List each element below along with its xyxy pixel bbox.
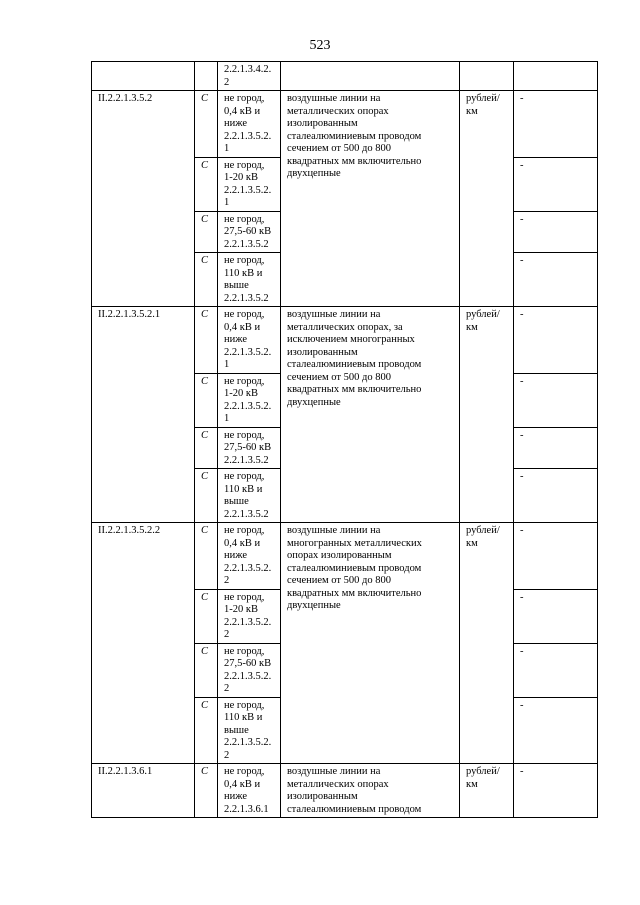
condition-line: 2.2.1.3.5.2.: [224, 184, 272, 196]
condition-line: 27,5-60 кВ: [224, 442, 272, 453]
description-cell: [281, 523, 460, 764]
condition-line: 2: [224, 683, 230, 694]
condition-line: 1-20 кВ: [224, 388, 258, 399]
condition-line: 0,4 кВ и: [224, 321, 261, 333]
description-line: двухцепные: [287, 396, 341, 408]
condition-line: не город,: [224, 591, 265, 603]
condition-line: 1-20 кВ: [224, 172, 258, 183]
letter-cell: C: [195, 373, 218, 427]
condition-line: не город,: [224, 159, 265, 171]
condition-line: 2.2.1.3.5.2.: [224, 670, 272, 682]
description-line: исключением многогранных: [287, 334, 415, 345]
condition-line: 2.2.1.3.5.2: [224, 454, 269, 466]
condition-line: 1: [224, 413, 230, 424]
description-cell: [281, 307, 460, 523]
description-line: изолированным: [287, 791, 358, 802]
condition-cell: [218, 91, 281, 158]
condition-cell: [218, 373, 281, 427]
description-line: квадратных мм включительно: [287, 587, 422, 599]
value-cell: -: [514, 427, 598, 469]
condition-line: 2: [224, 629, 230, 640]
condition-line: не город,: [224, 766, 265, 777]
tariff-table: [91, 61, 598, 818]
value-cell: -: [514, 764, 598, 818]
condition-cell: [218, 307, 281, 374]
description-line: сечением от 500 до 800: [287, 575, 391, 586]
condition-line: 2.2.1.3.5.2.: [224, 616, 272, 628]
condition-line: выше: [224, 496, 249, 507]
description-cell: [281, 764, 460, 818]
description-cell: [281, 62, 460, 91]
value-cell: -: [514, 373, 598, 427]
unit-cell: [460, 307, 514, 523]
description-cell: [281, 91, 460, 307]
condition-cell: [218, 253, 281, 307]
table-row: [92, 62, 598, 91]
condition-line: не город,: [224, 375, 265, 387]
unit-cell: [460, 523, 514, 764]
condition-line: 2.2.1.3.5.2: [224, 508, 269, 520]
condition-line: 2.2.1.3.5.2: [224, 292, 269, 304]
condition-line: 2: [224, 575, 230, 586]
value-cell: -: [514, 91, 598, 158]
condition-line: 2.2.1.3.4.2.: [224, 64, 272, 75]
condition-line: не город,: [224, 255, 265, 266]
condition-line: 2.2.1.3.5.2.: [224, 737, 272, 748]
condition-line: 0,4 кВ и: [224, 537, 261, 549]
description-line: воздушные линии на: [287, 93, 381, 104]
condition-cell: [218, 523, 281, 590]
condition-line: не город,: [224, 309, 265, 320]
condition-line: 27,5-60 кВ: [224, 226, 272, 237]
letter-cell: C: [195, 253, 218, 307]
table-row: [92, 764, 598, 818]
unit-line: рублей/: [466, 309, 500, 320]
condition-line: 2.2.1.3.6.1: [224, 803, 269, 815]
description-line: изолированным: [287, 346, 358, 358]
condition-line: 1-20 кВ: [224, 604, 258, 615]
unit-line: рублей/: [466, 766, 500, 777]
unit-line: км: [466, 537, 478, 549]
letter-cell: C: [195, 523, 218, 590]
description-line: сталеалюминиевым проводом: [287, 130, 422, 142]
condition-line: ниже: [224, 550, 248, 561]
description-line: сечением от 500 до 800: [287, 143, 391, 154]
condition-line: 2.2.1.3.5.2: [224, 238, 269, 250]
value-cell: -: [514, 523, 598, 590]
unit-line: км: [466, 105, 478, 117]
code-cell: II.2.2.1.3.5.2.2: [92, 523, 195, 764]
unit-line: км: [466, 778, 478, 790]
unit-cell: [460, 62, 514, 91]
condition-line: 1: [224, 197, 230, 208]
value-cell: -: [514, 253, 598, 307]
condition-line: 2: [224, 76, 230, 88]
condition-cell: [218, 157, 281, 211]
description-line: воздушные линии на: [287, 766, 381, 777]
condition-line: 2.2.1.3.5.2.: [224, 562, 272, 574]
condition-line: 1: [224, 359, 230, 370]
condition-line: не город,: [224, 645, 265, 657]
description-line: сталеалюминиевым проводом: [287, 359, 422, 370]
condition-cell: [218, 643, 281, 697]
unit-cell: [460, 764, 514, 818]
letter-cell: C: [195, 589, 218, 643]
table-row: [92, 307, 598, 374]
condition-line: 110 кВ и: [224, 483, 263, 495]
letter-cell: C: [195, 643, 218, 697]
description-line: металлических опорах: [287, 105, 389, 117]
condition-line: 110 кВ и: [224, 267, 263, 279]
description-line: многогранных металлических: [287, 537, 422, 549]
letter-cell: C: [195, 469, 218, 523]
condition-line: не город,: [224, 699, 265, 711]
description-line: двухцепные: [287, 168, 341, 179]
condition-line: ниже: [224, 334, 248, 345]
condition-line: ниже: [224, 118, 248, 129]
description-line: опорах изолированным: [287, 550, 392, 561]
letter-cell: C: [195, 157, 218, 211]
condition-line: не город,: [224, 525, 265, 536]
condition-line: 27,5-60 кВ: [224, 658, 272, 669]
condition-line: не город,: [224, 93, 265, 104]
code-cell: II.2.2.1.3.6.1: [92, 764, 195, 818]
letter-cell: [195, 62, 218, 91]
condition-line: 110 кВ и: [224, 712, 263, 723]
letter-cell: C: [195, 307, 218, 374]
letter-cell: C: [195, 697, 218, 764]
condition-line: не город,: [224, 429, 265, 441]
value-cell: -: [514, 157, 598, 211]
condition-line: 2.2.1.3.5.2.: [224, 400, 272, 412]
code-cell: II.2.2.1.3.5.2: [92, 91, 195, 307]
table-row: [92, 523, 598, 590]
description-line: воздушные линии на: [287, 309, 381, 320]
code-cell: [92, 62, 195, 91]
condition-line: 2.2.1.3.5.2.: [224, 130, 272, 142]
description-line: квадратных мм включительно: [287, 384, 422, 395]
letter-cell: C: [195, 764, 218, 818]
value-cell: -: [514, 211, 598, 253]
condition-cell: [218, 589, 281, 643]
condition-line: выше: [224, 280, 249, 291]
description-line: сталеалюминиевым проводом: [287, 562, 422, 574]
code-cell: II.2.2.1.3.5.2.1: [92, 307, 195, 523]
description-line: изолированным: [287, 118, 358, 129]
unit-line: км: [466, 321, 478, 333]
condition-line: ниже: [224, 791, 248, 802]
condition-cell: [218, 62, 281, 91]
value-cell: -: [514, 469, 598, 523]
page-number: 523: [309, 38, 331, 53]
condition-cell: [218, 764, 281, 818]
unit-cell: [460, 91, 514, 307]
description-line: металлических опорах: [287, 778, 389, 790]
condition-line: не город,: [224, 213, 265, 225]
condition-cell: [218, 469, 281, 523]
description-line: металлических опорах, за: [287, 321, 403, 333]
value-cell: -: [514, 643, 598, 697]
condition-line: 1: [224, 143, 230, 154]
condition-line: 2: [224, 749, 230, 761]
condition-cell: [218, 427, 281, 469]
condition-line: не город,: [224, 471, 265, 482]
value-cell: -: [514, 589, 598, 643]
description-line: сталеалюминиевым проводом: [287, 803, 422, 815]
description-line: воздушные линии на: [287, 525, 381, 536]
value-cell: [514, 62, 598, 91]
description-line: сечением от 500 до 800: [287, 371, 391, 383]
condition-line: 0,4 кВ и: [224, 105, 261, 117]
value-cell: -: [514, 307, 598, 374]
letter-cell: C: [195, 427, 218, 469]
condition-cell: [218, 211, 281, 253]
letter-cell: C: [195, 211, 218, 253]
condition-line: 2.2.1.3.5.2.: [224, 346, 272, 358]
letter-cell: C: [195, 91, 218, 158]
condition-line: 0,4 кВ и: [224, 778, 261, 790]
unit-line: рублей/: [466, 525, 500, 536]
condition-line: выше: [224, 724, 249, 736]
description-line: квадратных мм включительно: [287, 155, 422, 167]
value-cell: -: [514, 697, 598, 764]
unit-line: рублей/: [466, 93, 500, 104]
condition-cell: [218, 697, 281, 764]
table-row: [92, 91, 598, 158]
description-line: двухцепные: [287, 600, 341, 611]
